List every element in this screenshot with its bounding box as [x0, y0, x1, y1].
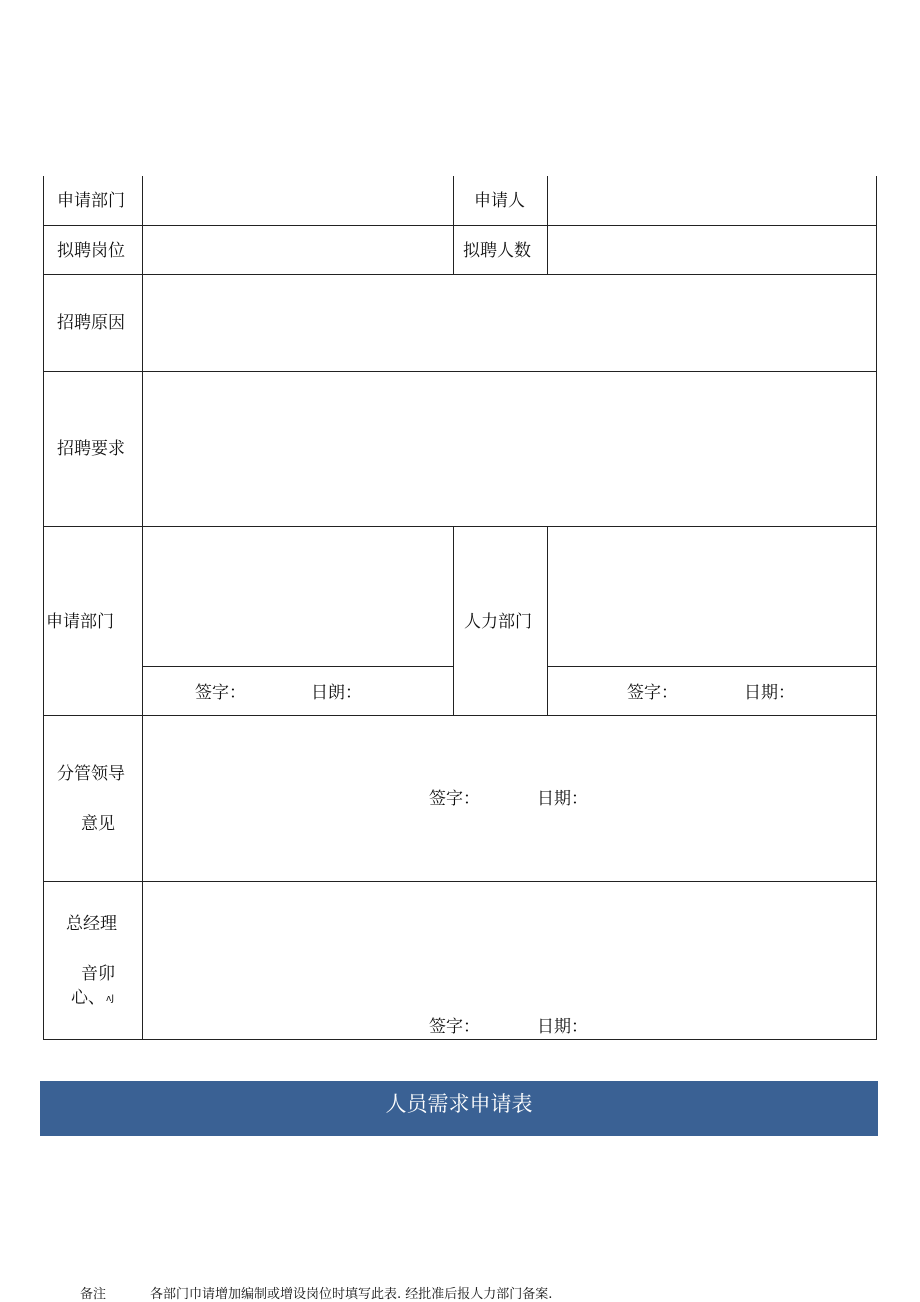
hr-date-label: 日期：: [744, 683, 795, 703]
applicant-label: 申请人: [474, 191, 525, 211]
reason-label: 招聘原因: [57, 313, 125, 333]
requirement-label: 招聘要求: [57, 439, 125, 459]
headcount-label: 拟聘人数: [463, 241, 531, 261]
footer-note-text: 各部门巾请增加编制或增设岗位时填写此表. 经批准后报人力部门备案.: [150, 1287, 553, 1302]
form-title: 人员需求申请表: [385, 1092, 533, 1116]
reason-field[interactable]: [143, 275, 876, 371]
row-divider: [142, 666, 453, 667]
gm-sign-label: 签字：: [429, 1017, 480, 1037]
table-right-border: [876, 176, 877, 1040]
table-left-border: [43, 176, 44, 1040]
position-field[interactable]: [143, 226, 453, 274]
dept-label: 申请部门: [57, 191, 125, 211]
dept-opinion-label: 申请部门: [46, 612, 114, 632]
form-title-banner: [40, 1081, 878, 1136]
headcount-field[interactable]: [548, 226, 876, 274]
footer-note-label: 备注: [80, 1287, 107, 1302]
column-divider: [453, 176, 454, 275]
dept-date-label: 日朗：: [311, 683, 362, 703]
position-label: 拟聘岗位: [57, 241, 125, 261]
column-divider: [453, 526, 454, 716]
dept-sign-label: 签字：: [195, 683, 246, 703]
leader-label: 分管领导: [57, 764, 125, 784]
gm-label: 总经理: [66, 914, 117, 934]
dept-opinion-field[interactable]: [143, 527, 453, 666]
leader-opinion-field[interactable]: [143, 716, 876, 881]
leader-label-line2: 意见: [81, 814, 115, 834]
applicant-field[interactable]: [548, 176, 876, 225]
gm-label-line2: 音卯: [81, 964, 115, 984]
leader-sign-label: 签字：: [429, 789, 480, 809]
hr-label: 人力部门: [464, 612, 532, 632]
dept-field[interactable]: [143, 176, 453, 225]
table-bottom-border: [43, 1039, 877, 1040]
gm-label-line3: 心、: [71, 988, 105, 1008]
gm-date-label: 日期：: [537, 1017, 588, 1037]
leader-date-label: 日期：: [537, 789, 588, 809]
hr-opinion-field[interactable]: [548, 527, 876, 666]
requirement-field[interactable]: [143, 372, 876, 526]
gm-opinion-field[interactable]: [143, 882, 876, 1039]
hr-sign-label: 签字：: [627, 683, 678, 703]
gm-label-line3-mark: ʌJ: [106, 994, 114, 1004]
row-divider: [547, 666, 877, 667]
